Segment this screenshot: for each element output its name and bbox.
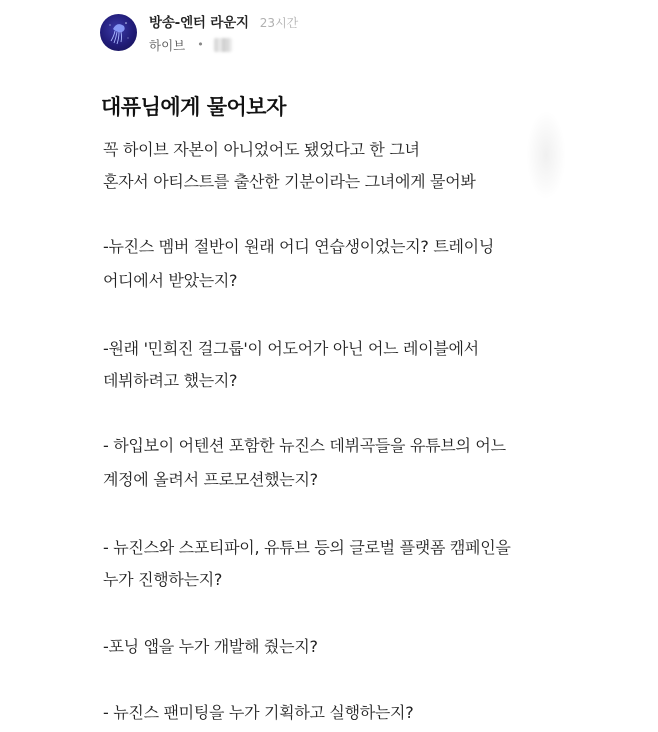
post-body-line: [103, 464, 318, 496]
post-body-line: [103, 430, 506, 462]
body-line-4: 어디에서 받았는지?: [103, 271, 238, 290]
post-body-line: [103, 631, 318, 663]
body-line-8: 계정에 올려서 프로모션했는지?: [103, 470, 318, 489]
blurred-author-name: [214, 38, 232, 52]
post-body-line: [103, 333, 479, 365]
post-time: 23시간: [259, 15, 299, 30]
jellyfish-icon: [100, 14, 137, 51]
post-meta-top: [149, 11, 298, 31]
body-line-2: 혼자서 아티스트를 출산한 기분이라는 그녀에게 물어봐: [103, 172, 476, 191]
post-title: 대퓨님에게 물어보자: [101, 95, 286, 119]
channel-name[interactable]: 방송-엔터 라운지: [149, 14, 249, 31]
post-header: [100, 12, 298, 52]
body-line-3: -뉴진스 멤버 절반이 원래 어디 연습생이었는지? 트레이닝: [103, 237, 494, 256]
body-line-7: - 하입보이 어텐션 포함한 뉴진스 데뷔곡들을 유튜브의 어느: [103, 436, 506, 455]
post-body-line: [103, 697, 413, 729]
post-meta-bottom: [149, 36, 298, 54]
body-line-9: - 뉴진스와 스포티파이, 유튜브 등의 글로벌 플랫폼 캠페인을: [103, 538, 511, 557]
post-body-line: [103, 231, 494, 263]
body-line-11: -포닝 앱을 누가 개발해 줬는지?: [103, 637, 318, 656]
photo-shadow: [526, 110, 566, 200]
meta-separator: •: [197, 38, 204, 51]
post-body-line: [103, 365, 237, 397]
author-company: 하이브: [149, 37, 186, 53]
body-line-10: 누가 진행하는지?: [103, 570, 223, 589]
body-line-6: 데뷔하려고 했는지?: [103, 371, 238, 390]
body-line-5: -원래 '민희진 걸그룹'이 어도어가 아닌 어느 레이블에서: [103, 339, 479, 358]
post-body-line: [103, 564, 222, 596]
post-body-line: [103, 265, 237, 297]
post-body-line: [103, 532, 511, 564]
body-line-1: 꼭 하이브 자본이 아니었어도 됐었다고 한 그녀: [103, 140, 420, 159]
post-body-line: [103, 134, 420, 166]
channel-avatar[interactable]: [100, 14, 137, 51]
post-body-line: [103, 166, 476, 198]
body-line-12: - 뉴진스 팬미팅을 누가 기획하고 실행하는지?: [103, 703, 414, 722]
post-meta: [149, 11, 298, 54]
